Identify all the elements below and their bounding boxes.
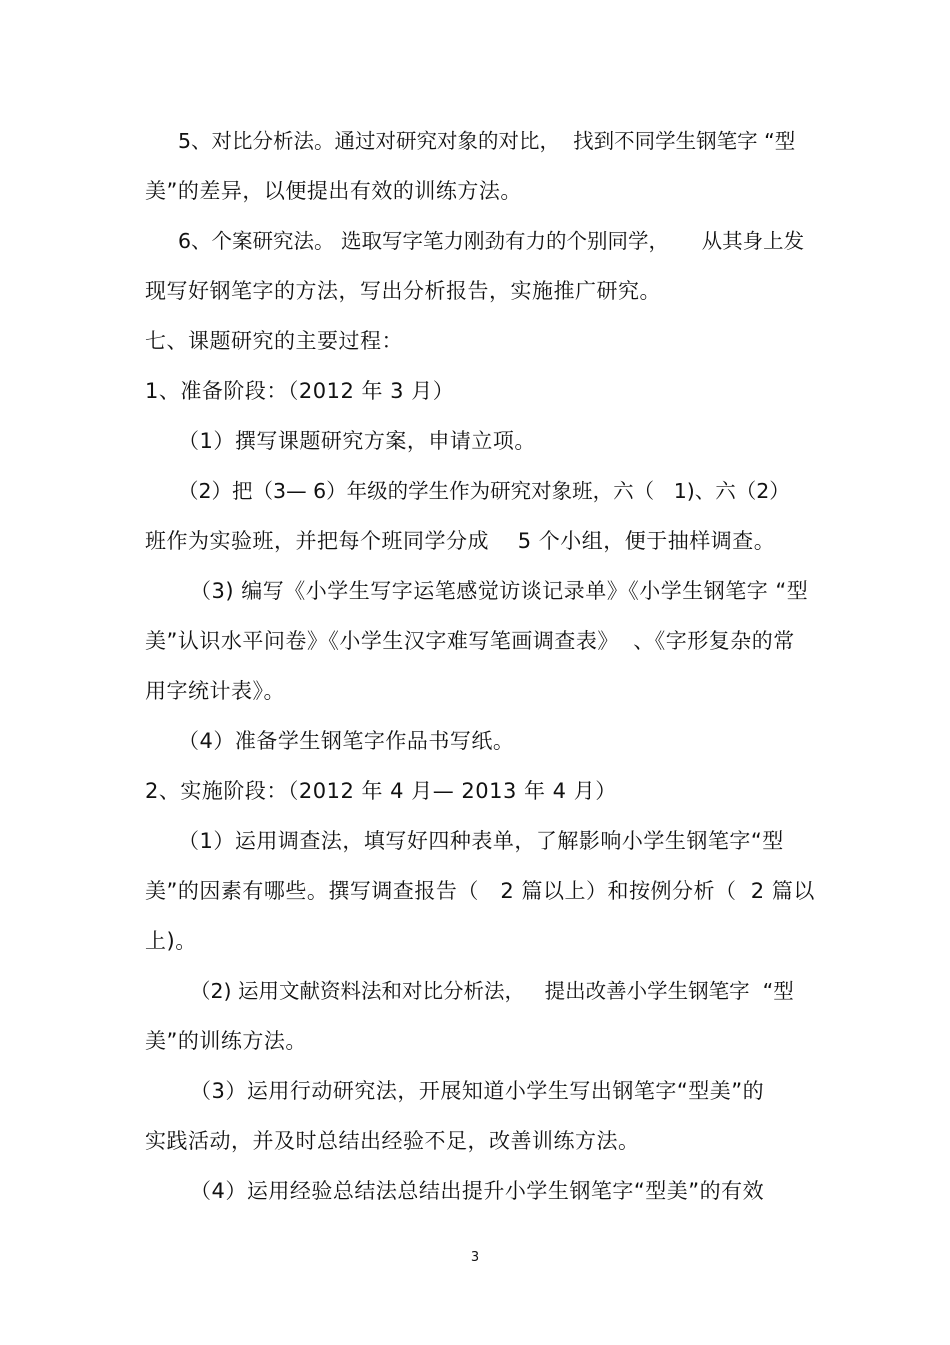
text-line: （4）准备学生钢笔字作品书写纸。 — [178, 729, 515, 753]
text-line: 美”的因素有哪些。撰写调查报告（ 2 篇以上）和按例分析（ 2 篇以 — [145, 879, 815, 903]
text-line: 5、对比分析法。通过对研究对象的对比， 找到不同学生钢笔字 “型 — [178, 129, 796, 153]
text-line: 用字统计表》。 — [145, 679, 285, 703]
text-line: 6、个案研究法。 选取写字笔力刚劲有力的个别同学， 从其身上发 — [178, 229, 805, 253]
text-line: 实践活动，并及时总结出经验不足，改善训练方法。 — [145, 1129, 640, 1153]
page-number: 3 — [470, 1250, 480, 1265]
text-line: （1）运用调查法，填写好四种表单，了解影响小学生钢笔字“型 — [178, 829, 784, 853]
subsection-heading: 1、准备阶段：（2012 年 3 月） — [145, 379, 455, 403]
text-line: （1）撰写课题研究方案，申请立项。 — [178, 429, 536, 453]
text-line: 上)。 — [145, 929, 197, 953]
text-line: （3) 编写《小学生写字运笔感觉访谈记录单》《小学生钢笔字 “型 — [190, 579, 809, 603]
text-line: （2）把（3— 6）年级的学生作为研究对象班，六（ 1)、六（2） — [178, 479, 790, 503]
text-line: （2) 运用文献资料法和对比分析法， 提出改善小学生钢笔字 “型 — [190, 979, 794, 1003]
text-line: 美”的差异，以便提出有效的训练方法。 — [145, 179, 522, 203]
subsection-heading: 2、实施阶段：（2012 年 4 月— 2013 年 4 月） — [145, 779, 617, 803]
text-line: 现写好钢笔字的方法，写出分析报告，实施推广研究。 — [145, 279, 661, 303]
text-line: 美”的训练方法。 — [145, 1029, 307, 1053]
section-heading: 七、课题研究的主要过程： — [145, 329, 403, 353]
text-line: （3）运用行动研究法，开展知道小学生写出钢笔字“型美”的 — [190, 1079, 765, 1103]
text-line: （4）运用经验总结法总结出提升小学生钢笔字“型美”的有效 — [190, 1179, 765, 1203]
text-line: 班作为实验班，并把每个班同学分成 5 个小组，便于抽样调查。 — [145, 529, 776, 553]
text-line: 美”认识水平问卷》《小学生汉字难写笔画调查表》 、《字形复杂的常 — [145, 629, 795, 653]
